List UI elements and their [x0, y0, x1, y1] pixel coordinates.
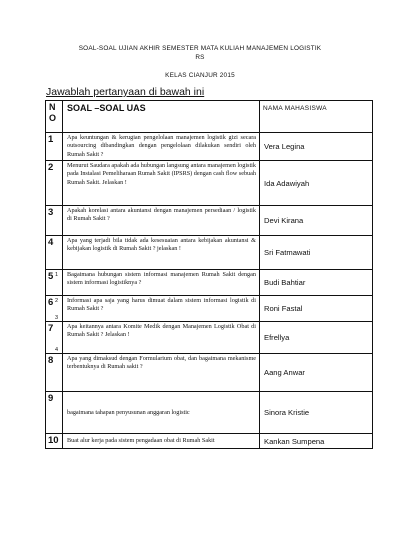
student-name: Aang Anwar [260, 354, 373, 392]
student-name: Sinora Kristie [260, 392, 373, 434]
question-number [46, 434, 63, 449]
header-no: N O [46, 101, 63, 133]
table-row [46, 392, 373, 434]
question-number-text: 5 [48, 271, 54, 282]
table-row [46, 236, 373, 270]
question-text: Apa yang terjadi bila tidak ada kesesuaian antara kebijakan akuntansi & kebijakan logistik di Rumah Sakit ? jelaskan ! [63, 236, 260, 270]
student-name: Roni Fastal [260, 296, 373, 322]
header-question: SOAL –SOAL UAS [63, 101, 260, 133]
question-number [46, 354, 63, 392]
table-row [46, 322, 373, 354]
question-number-text: 2 [48, 162, 54, 173]
question-number-text: 10 [48, 435, 59, 446]
table-header-row [46, 101, 373, 133]
student-name: Budi Bahtiar [260, 270, 373, 296]
student-name: Sri Fatmawati [260, 236, 373, 270]
question-text: Apa keitannya antara Komite Medik dengan Manajemen Logistik Obat di Rumah Sakit ? Jelaskan ! [63, 322, 260, 354]
question-number [46, 161, 63, 206]
title-line-1: SOAL-SOAL UJIAN AKHIR SEMESTER MATA KULIAH MANAJEMEN LOGISTIK [78, 45, 322, 52]
student-name: Efrellya [260, 322, 373, 354]
sub-number-lower: 3 [55, 315, 59, 321]
sub-number-lower: 4 [55, 347, 59, 353]
question-text: bagaimana tahapan penyusunan anggaran logistic [63, 392, 260, 434]
table-row [46, 270, 373, 296]
question-text: Menurut Saudara apakah ada hubungan langsung antara manajemen logistik pada Instalasi Pemeliharaan Rumah Sakit (IPSRS) dengan cash flow sebuah Rumah Sakit. Jelaskan ! [63, 161, 260, 206]
question-number-text: 7 [48, 323, 54, 334]
question-number-text: 3 [48, 207, 54, 218]
question-text: Buat alur kerja pada sistem pengadaan obat di Rumah Sakit [63, 434, 260, 449]
question-number-text: 9 [48, 393, 54, 404]
table-row [46, 434, 373, 449]
table-row [46, 206, 373, 236]
title-line-2: RS [195, 54, 205, 61]
question-text: Apa yang dimaksud dengan Formularium obat, dan bagaimana mekanisme terbentuknya di Rumah sakit ? [63, 354, 260, 392]
question-number-text: 8 [48, 355, 54, 366]
question-number [46, 392, 63, 434]
question-number [46, 236, 63, 270]
table-row [46, 296, 373, 322]
sub-number: 2 [55, 298, 59, 304]
student-name: Kankan Sumpena [260, 434, 373, 449]
student-name: Ida Adawiyah [260, 161, 373, 206]
question-number [46, 296, 63, 322]
table-row [46, 161, 373, 206]
question-number-text: 6 [48, 297, 54, 308]
table-row [46, 354, 373, 392]
question-text: Apa keuntungan & kerugian pengelolaan manajemen logistik gizi secara outsourcing dibandingkan dengan pengelolaan dilakukan sendiri oleh Rumah Sakit ? [63, 133, 260, 161]
table-row [46, 133, 373, 161]
question-text: Bagaimana hubungan sistem informasi manajemen Rumah Sakit dengan sistem informasi logistiknya ? [63, 270, 260, 296]
student-name: Vera Legina [260, 133, 373, 161]
document-title [40, 44, 360, 62]
question-text: Informasi apa saja yang harus dimuat dalam sistem informasi logistik di Rumah Sakit ? [63, 296, 260, 322]
question-number [46, 206, 63, 236]
sub-number: 1 [55, 272, 59, 278]
student-name: Devi Kirana [260, 206, 373, 236]
question-number [46, 270, 63, 296]
question-number [46, 322, 63, 354]
question-number-text: 4 [48, 237, 54, 248]
question-number [46, 133, 63, 161]
question-text: Apakah korelasi antara akuntansi dengan manajemen persediaan / logistik di Rumah Sakit ? [63, 206, 260, 236]
header-student-name: NAMA MAHASISWA [260, 101, 373, 133]
exam-questions-table [45, 100, 373, 449]
class-subtitle: KELAS CIANJUR 2015 [165, 72, 235, 79]
question-number-text: 1 [48, 134, 54, 145]
instruction-text: Jawablah pertanyaan di bawah ini [46, 86, 205, 98]
table-body [46, 133, 373, 449]
